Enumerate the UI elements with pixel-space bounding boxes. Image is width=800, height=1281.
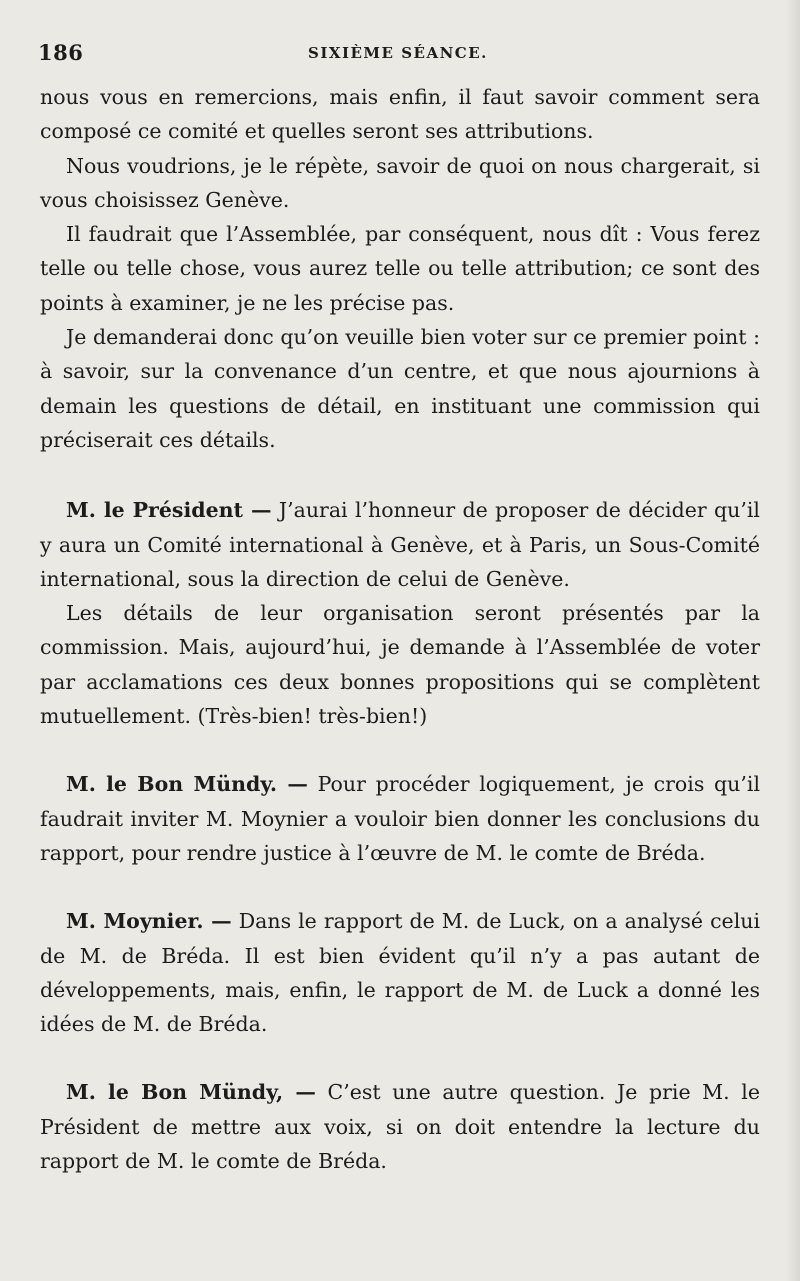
speech-text: Dans le rapport de M. de Luck, on a analysé celui de M. de Bréda. Il est bien évident qu’il n’y a pas autant de développements, mais, enfin, le rapport de M. de Luck a donné les idées de M. de Bréda. (40, 909, 761, 1037)
page-header (38, 36, 760, 66)
speaker-name: M. Moynier. — (66, 909, 232, 934)
speech-mundy-2 (40, 1075, 760, 1178)
spacer (40, 870, 760, 904)
speaker-name: M. le Bon Mündy, — (66, 1080, 316, 1105)
speech-mundy (40, 767, 760, 870)
speaker-name: M. le Président — (66, 498, 272, 523)
speech-president (40, 493, 760, 596)
page-body (40, 80, 760, 1178)
speech-moynier (40, 904, 760, 1041)
speech-text: J’aurai l’honneur de proposer de décider qu’il y aura un Comité international à Genève, et à Paris, un Sous-Comité international, sous la direction de celui de Genève. (40, 498, 760, 591)
scan-edge-shadow (786, 0, 800, 1281)
paragraph: Je demanderai donc qu’on veuille bien voter sur ce premier point : à savoir, sur la convenance d’un centre, et que nous ajournions à demain les questions de détail, en instituant une commission qui préciserait ces détails. (40, 325, 760, 452)
speaker-name: M. le Bon Mündy. — (66, 772, 308, 797)
paragraph: Nous voudrions, je le répète, savoir de quoi on nous chargerait, si vous choisissez Genève. (40, 153, 760, 212)
spacer (40, 457, 760, 493)
page-number: 186 (38, 40, 84, 65)
speech-text: C’est une autre question. Je prie M. le Président de mettre aux voix, si on doit entendre la lecture du rapport de M. le comte de Bréda. (40, 1080, 760, 1174)
spacer (40, 733, 760, 767)
running-title: SIXIÈME SÉANCE. (308, 44, 488, 62)
paragraph-continuation: nous vous en remercions, mais enfin, il faut savoir comment sera composé ce comité et quelles seront ses attributions. (40, 85, 760, 144)
spacer (40, 1041, 760, 1075)
speech-continuation: Les détails de leur organisation seront présentés par la commission. Mais, aujourd’hui, je demande à l’Assemblée de voter par acclamations ces deux bonnes propositions qui se complètent mutuellement. (Très-bien! très-bien!) (40, 601, 760, 729)
paragraph: Il faudrait que l’Assemblée, par conséquent, nous dît : Vous ferez telle ou telle chose, vous aurez telle ou telle attribution; ce sont des points à examiner, je ne les précise pas. (40, 222, 760, 315)
speech-text: Pour procéder logiquement, je crois qu’il faudrait inviter M. Moynier a vouloir bien donner les conclusions du rapport, pour rendre justice à l’œuvre de M. le comte de Bréda. (40, 772, 760, 865)
